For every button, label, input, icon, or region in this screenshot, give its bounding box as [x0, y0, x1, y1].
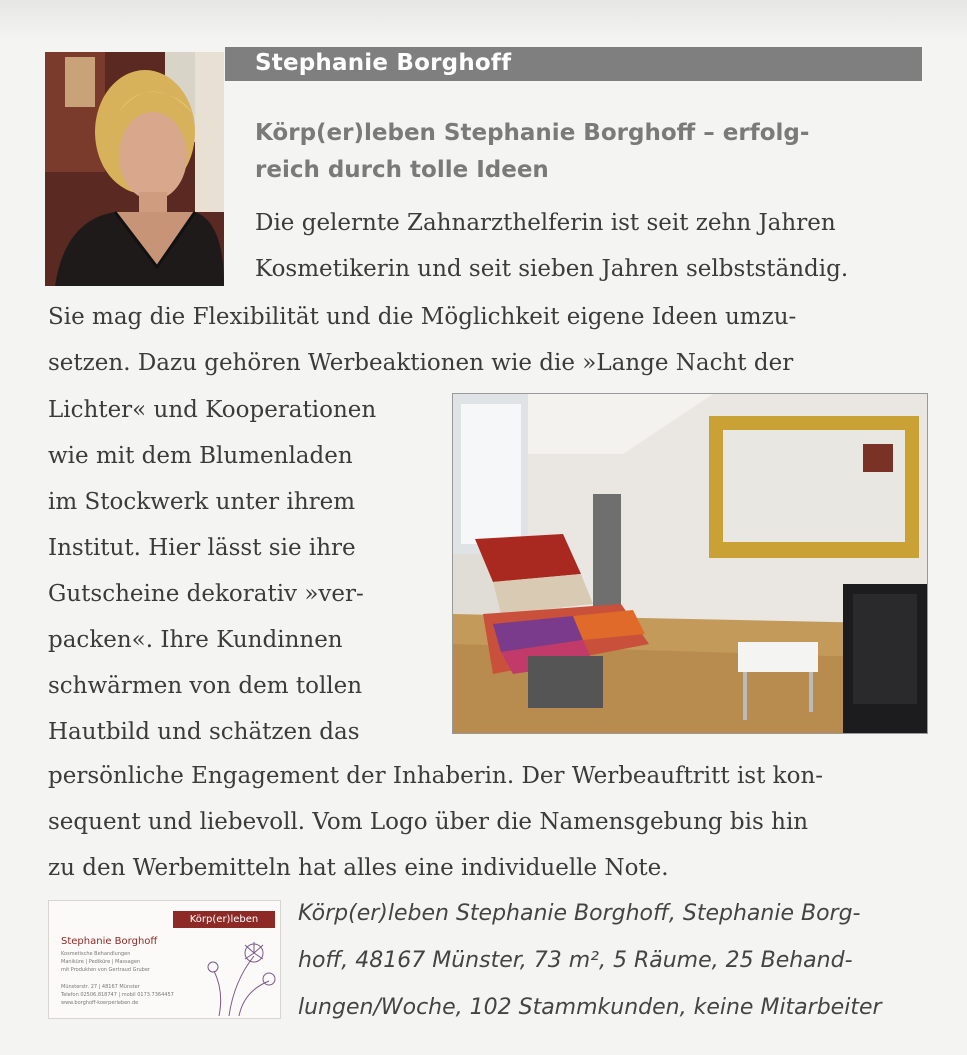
body-line: im Stockwerk unter ihrem	[48, 489, 356, 515]
body-line: Gutscheine dekorativ »ver-	[48, 581, 364, 607]
previous-page-bleed	[0, 0, 967, 40]
body-line: wie mit dem Blumenladen	[48, 443, 353, 469]
card-name: Stephanie Borghoff	[61, 936, 158, 947]
salon-room-photo	[452, 393, 928, 734]
business-card-image	[48, 900, 281, 1019]
card-line: mit Produkten von Gertraud Gruber	[61, 967, 150, 973]
headline-line: reich durch tolle Ideen	[255, 157, 549, 183]
portrait-illustration	[45, 52, 224, 286]
headline-line: Körp(er)leben Stephanie Borghoff – erfolg-	[255, 120, 810, 146]
card-line: www.borghoff-koerperleben.de	[61, 1000, 139, 1006]
body-line: Institut. Hier lässt sie ihre	[48, 535, 356, 561]
info-caption	[298, 890, 938, 1031]
body-line: Die gelernte Zahnarzthelferin ist seit zehn Jahren	[255, 210, 836, 236]
intro-paragraph	[255, 200, 848, 292]
caption-line: hoff, 48167 Münster, 73 m², 5 Räume, 25 Behand-	[298, 948, 853, 973]
card-line: Kosmetische Behandlungen	[61, 951, 131, 957]
card-line: Münsterstr. 27 | 48167 Münster	[61, 984, 140, 990]
name-header-bar	[225, 47, 922, 81]
caption-line: lungen/Woche, 102 Stammkunden, keine Mitarbeiter	[298, 995, 882, 1020]
body-line: schwärmen von dem tollen	[48, 673, 363, 699]
card-brand: Körp(er)leben	[173, 911, 275, 928]
article-headline	[255, 115, 915, 189]
body-paragraph-full-2	[48, 753, 823, 891]
body-line: Lichter« und Kooperationen	[48, 397, 377, 423]
portrait-photo	[45, 52, 224, 286]
body-line: setzen. Dazu gehören Werbeaktionen wie die »Lange Nacht der	[48, 350, 794, 376]
card-line: Maniküre | Pediküre | Massagen	[61, 959, 141, 965]
body-line: Sie mag die Flexibilität und die Möglichkeit eigene Ideen umzu-	[48, 304, 797, 330]
body-line: sequent und liebevoll. Vom Logo über die Namensgebung bis hin	[48, 809, 809, 835]
body-line: zu den Werbemitteln hat alles eine individuelle Note.	[48, 855, 669, 881]
body-paragraph-full-1	[48, 294, 796, 386]
room-illustration	[453, 394, 927, 733]
body-paragraph-column	[48, 387, 376, 755]
body-line: Kosmetikerin und seit sieben Jahren selbstständig.	[255, 256, 849, 282]
card-line: Telefon 02506.818747 | mobil 0173.7364457	[61, 992, 174, 998]
body-line: packen«. Ihre Kundinnen	[48, 627, 343, 653]
flower-illustration-icon	[199, 931, 279, 1016]
body-line: Hautbild und schätzen das	[48, 719, 360, 745]
body-line: persönliche Engagement der Inhaberin. Der Werbeauftritt ist kon-	[48, 763, 824, 789]
header-name: Stephanie Borghoff	[255, 50, 512, 76]
caption-line: Körp(er)leben Stephanie Borghoff, Stephanie Borg-	[298, 901, 861, 926]
